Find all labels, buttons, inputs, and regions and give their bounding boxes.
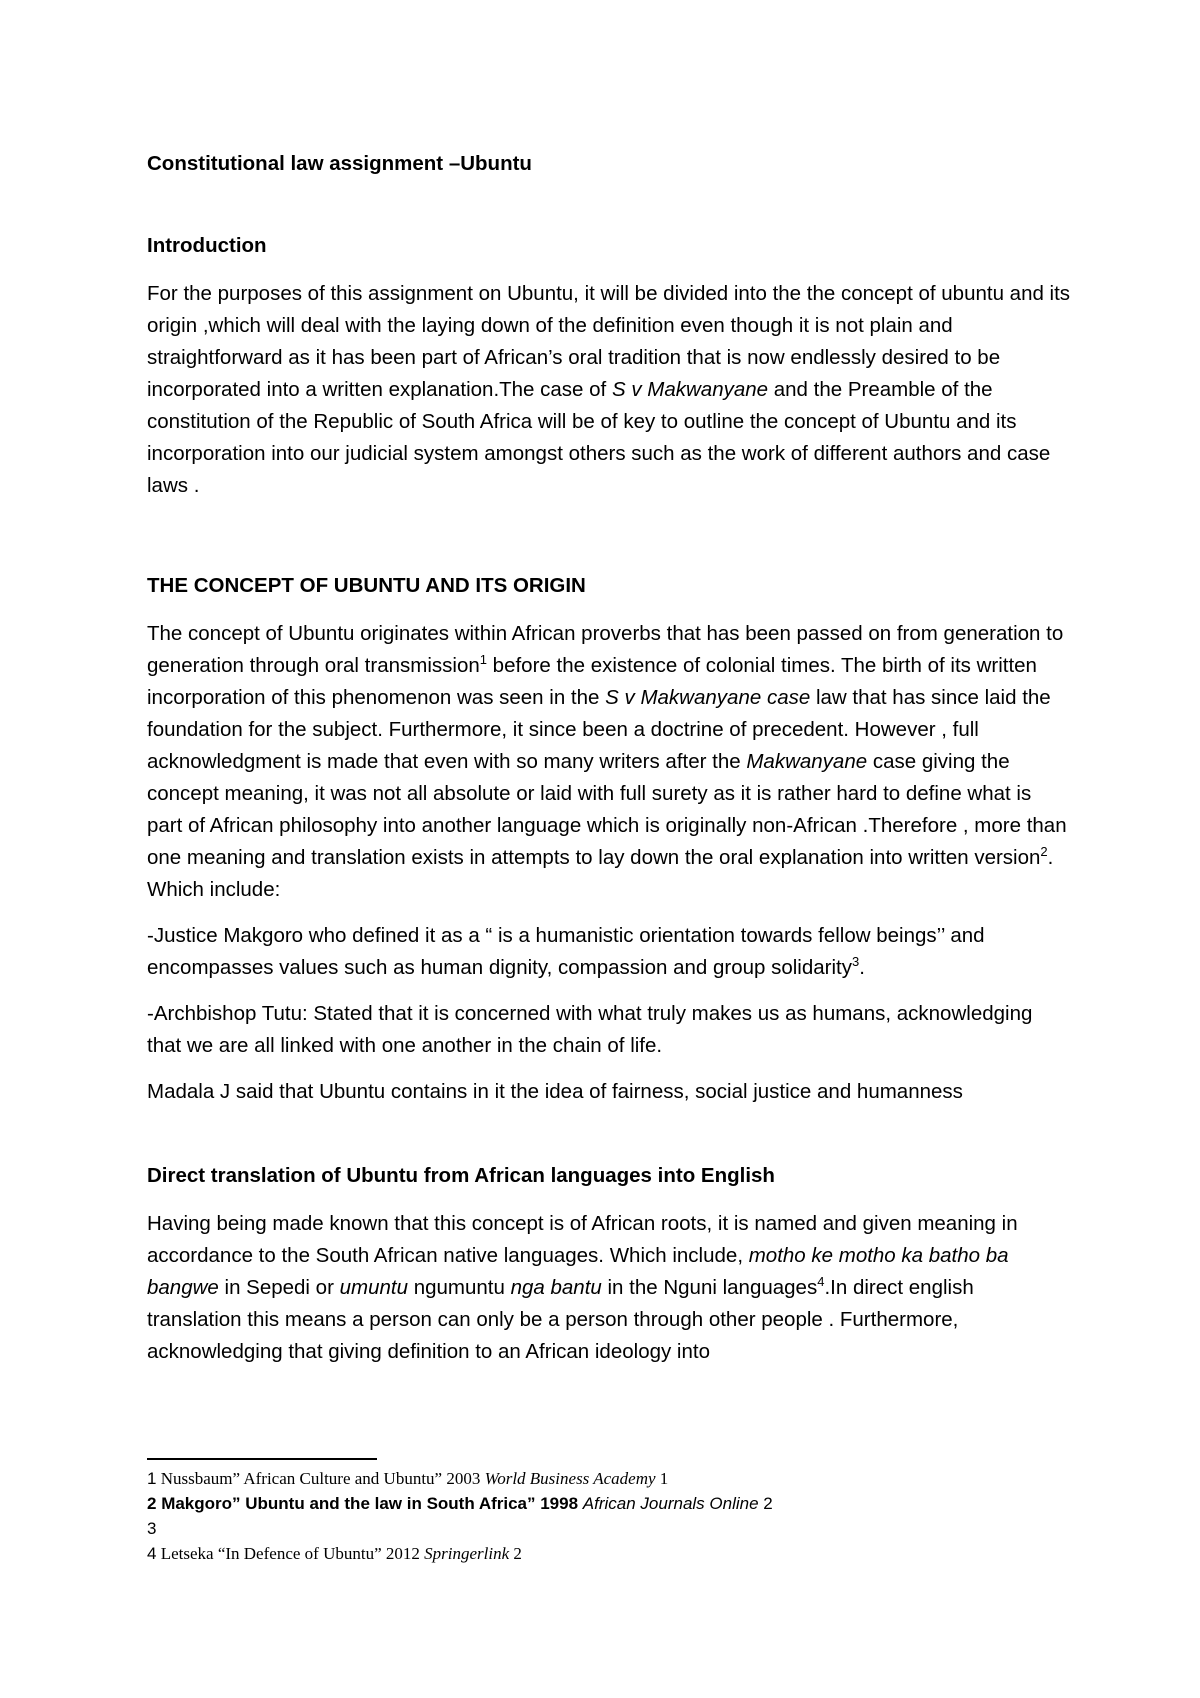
concept-text-part: law that has since laid the foundation for the subject. Furthermore, it since been a doctrine of precedent. However , full acknowledgment is made that even with so many writers after the [147,686,1051,773]
makgoro-paragraph [147,920,1072,984]
footnote-page: 2 [509,1544,522,1563]
document-body [147,148,1072,1368]
translation-text-part: in the Nguni languages [601,1276,818,1299]
footnote-page: 1 [655,1469,669,1488]
translation-text-part: in Sepedi or [218,1276,340,1299]
intro-text-part: For the purposes of this assignment on Ubuntu, it will be divided into the the concept of ubuntu and its origin ,which will deal with the laying down of the definition even though it is not plain and straightforward as it has been part of African’s oral tradition that is now endlessly desired to be incorporated into a written explanation.The case of [147,282,1071,401]
footnote-ref-3[interactable]: 3 [851,954,860,970]
footnote-separator [147,1458,377,1460]
footnote-ref-4[interactable]: 4 [817,1274,825,1290]
term-italic: umuntu [339,1276,409,1299]
footnote-page: 2 [758,1494,773,1513]
footnote-text: Makgoro” Ubuntu and the law in South Africa” 1998 [156,1494,583,1513]
case-name-italic: Makwanyane [746,750,868,773]
footnote-2 [147,1491,1072,1516]
translation-text-part: ngumuntu [408,1276,511,1299]
footnote-number: 2 [147,1494,157,1513]
footnote-ref-1[interactable]: 1 [479,652,487,668]
footnote-number: 1 [147,1469,157,1488]
footnote-4 [147,1541,1072,1566]
concept-text-part: case giving the concept meaning, it was not all absolute or laid with full surety as it is rather hard to define what is part of African philosophy into another language which is originally non-African .Therefore , more than one meaning and translation exists in attempts to lay down the oral explanation into written version [147,750,1067,869]
introduction-heading: Introduction [147,234,267,257]
footnote-text: Nussbaum” African Culture and Ubuntu” 2003 [156,1469,485,1488]
translation-paragraph [147,1208,1072,1368]
term-italic: motho ke motho ka batho ba bangwe [147,1244,1009,1299]
document-title: Constitutional law assignment –Ubuntu [147,152,532,175]
translation-heading: Direct translation of Ubuntu from African languages into English [147,1164,775,1187]
concept-text-part: before the existence of colonial times. The birth of its written incorporation of this phenomenon was seen in the [147,654,1037,709]
footnote-ref-2[interactable]: 2 [1040,844,1048,860]
footnotes [147,1466,1072,1566]
footnote-source: World Business Academy [484,1469,656,1488]
case-name-italic: S v Makwanyane [611,378,769,401]
case-name-italic: S v Makwanyane case [605,686,811,709]
makgoro-text-part: . [859,956,865,979]
footnote-3 [147,1516,1072,1541]
concept-text-part: The concept of Ubuntu originates within African proverbs that has been passed on from generation to generation through oral transmission [147,622,1064,677]
madala-paragraph: Madala J said that Ubuntu contains in it the idea of fairness, social justice and humanness [147,1080,963,1103]
introduction-paragraph [147,278,1072,502]
concept-paragraph [147,618,1072,906]
footnote-source: Springerlink [424,1544,510,1563]
translation-text-part: Having being made known that this concept is of African roots, it is named and given meaning in accordance to the South African native languages. Which include, [147,1212,1018,1267]
term-italic: nga bantu [510,1276,602,1299]
footnote-1 [147,1466,1072,1491]
tutu-paragraph: -Archbishop Tutu: Stated that it is concerned with what truly makes us as humans, acknowledging that we are all linked with one another in the chain of life. [147,1002,1033,1057]
makgoro-text-part: -Justice Makgoro who defined it as a “ is a humanistic orientation towards fellow beings’’ and encompasses values such as human dignity, compassion and group solidarity [147,924,985,979]
footnote-number: 3 [147,1519,157,1538]
footnote-text: Letseka “In Defence of Ubuntu” 2012 [156,1544,425,1563]
concept-text-part: . Which include: [147,846,1054,901]
footnote-source: African Journals Online [582,1494,759,1513]
footnote-number: 4 [147,1544,157,1563]
concept-heading: THE CONCEPT OF UBUNTU AND ITS ORIGIN [147,574,586,597]
translation-text-part: .In direct english translation this means a person can only be a person through other people . Furthermore, acknowledging that giving definition to an African ideology into [147,1276,974,1363]
intro-text-part: and the Preamble of the constitution of the Republic of South Africa will be of key to outline the concept of Ubuntu and its incorporation into our judicial system amongst others such as the work of different authors and case laws . [147,378,1051,497]
